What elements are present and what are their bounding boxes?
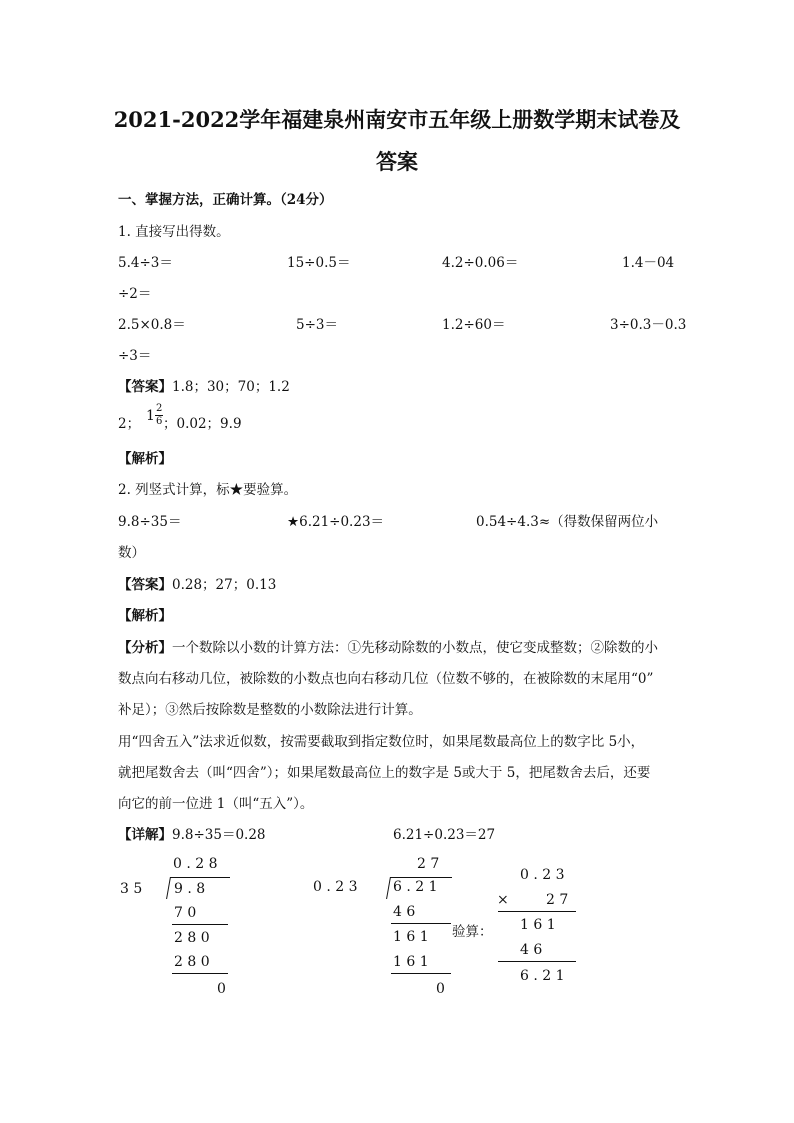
answer-text: 0.28；27；0.13 [172, 577, 277, 593]
section-heading: 一、掌握方法，正确计算。（24分） [118, 192, 333, 208]
q1-row2-item: 5÷3＝ [296, 317, 338, 333]
longdiv1-dividend: 9 . 8 [174, 881, 206, 897]
q2-item-cont: 数） [118, 545, 145, 561]
longdiv2-line [391, 973, 451, 974]
q1-analysis-label: 【解析】 [118, 451, 172, 467]
q2-method-line2: 数点向右移动几位，被除数的小数点也向右移动几位（位数不够的，在被除数的末尾用“0” [118, 671, 654, 687]
longdiv1-line [172, 924, 228, 925]
longdiv2-divisor: 0 . 2 3 [313, 879, 358, 895]
answer-label: 【答案】 [118, 577, 172, 593]
q2-item: 9.8÷35＝ [118, 514, 182, 530]
longdiv2-step: 1 6 1 [393, 929, 429, 945]
detail-label: 【详解】 [118, 827, 172, 843]
longdiv1-bracket [166, 877, 171, 899]
q2-item: 0.54÷4.3≈（得数保留两位小 [476, 514, 659, 530]
q2-method-line1 [118, 636, 658, 656]
q1-row1-item: 4.2÷0.06＝ [442, 255, 519, 271]
check-partial: 4 6 [520, 942, 543, 958]
longdiv1-quotient: 0 . 2 8 [173, 856, 218, 872]
longdiv2-step: 4 6 [393, 904, 416, 920]
method-text: 一个数除以小数的计算方法：①先移动除数的小数点，使它变成整数；②除数的小 [172, 640, 658, 656]
q1-answer-cont-b: ；0.02；9.9 [163, 416, 242, 432]
longdiv1-remainder: 0 [217, 981, 226, 997]
question-1-label: 1. 直接写出得数。 [118, 224, 230, 240]
q1-row1-item: 5.4÷3＝ [118, 255, 173, 271]
longdiv2-bar [390, 877, 452, 878]
q2-detail-line [118, 823, 266, 843]
page-title: 2021-2022学年福建泉州南安市五年级上册数学期末试卷及 [113, 107, 681, 132]
q1-row2-cont: ÷3＝ [118, 348, 152, 364]
q1-answer-cont-a: 2； [118, 416, 141, 432]
q1-row2-item: 2.5×0.8＝ [118, 317, 186, 333]
q2-method-line3: 补足）；③然后按除数是整数的小数除法进行计算。 [118, 702, 422, 718]
detail-eq1: 9.8÷35＝0.28 [172, 827, 266, 843]
q2-item: ★6.21÷0.23＝ [287, 514, 385, 530]
q1-row1-cont: ÷2＝ [118, 286, 152, 302]
check-partial: 1 6 1 [520, 917, 556, 933]
check-multiplicand: 0 . 2 3 [520, 867, 565, 883]
q2-round-line1: 用“四舍五入”法求近似数，按需要截取到指定数位时，如果尾数最高位上的数字比 5小， [118, 734, 645, 750]
method-label: 【分析】 [118, 640, 172, 656]
longdiv2-step: 1 6 1 [393, 954, 429, 970]
longdiv1-bar [170, 877, 230, 878]
longdiv2-dividend: 6 . 2 1 [393, 879, 438, 895]
fraction-integer: 1 [146, 408, 155, 424]
question-2-label: 2. 列竖式计算，标★要验算。 [118, 482, 298, 498]
check-multiplier: 2 7 [546, 892, 569, 908]
answer-label: 【答案】 [118, 379, 172, 395]
check-result: 6 . 2 1 [520, 968, 565, 984]
answer-text: 1.8；30；70；1.2 [172, 379, 290, 395]
q1-answer [118, 375, 290, 395]
longdiv2-quotient: 2 7 [417, 856, 440, 872]
fraction-denominator: 6 [156, 416, 163, 427]
detail-eq2: 6.21÷0.23＝27 [393, 827, 496, 843]
check-line [498, 911, 576, 912]
longdiv1-step: 7 0 [174, 905, 197, 921]
q2-round-line3: 向它的前一位进 1（叫“五入”）。 [118, 796, 314, 812]
longdiv1-step: 2 8 0 [174, 954, 210, 970]
q1-row2-item: 3÷0.3－0.3 [610, 317, 687, 333]
longdiv1-line [172, 973, 228, 974]
longdiv2-bracket [386, 877, 391, 899]
q1-row2-item: 1.2÷60＝ [442, 317, 506, 333]
check-times-sign: × [497, 892, 509, 908]
longdiv2-remainder: 0 [436, 981, 445, 997]
longdiv2-line [391, 923, 451, 924]
longdiv1-step: 2 8 0 [174, 930, 210, 946]
q1-row1-item: 15÷0.5＝ [287, 255, 351, 271]
page-title-cont: 答案 [376, 149, 418, 174]
q2-answer [118, 573, 276, 593]
fraction-numerator: 2 [156, 403, 163, 414]
longdiv1-divisor: 3 5 [120, 881, 143, 897]
q2-round-line2: 就把尾数舍去（叫“四舍”）；如果尾数最高位上的数字是 5或大于 5，把尾数舍去后，还要 [118, 765, 651, 781]
q1-row1-item: 1.4－04 [622, 255, 675, 271]
check-line [498, 961, 576, 962]
q2-analysis-label: 【解析】 [118, 608, 172, 624]
check-label: 验算： [452, 924, 493, 940]
